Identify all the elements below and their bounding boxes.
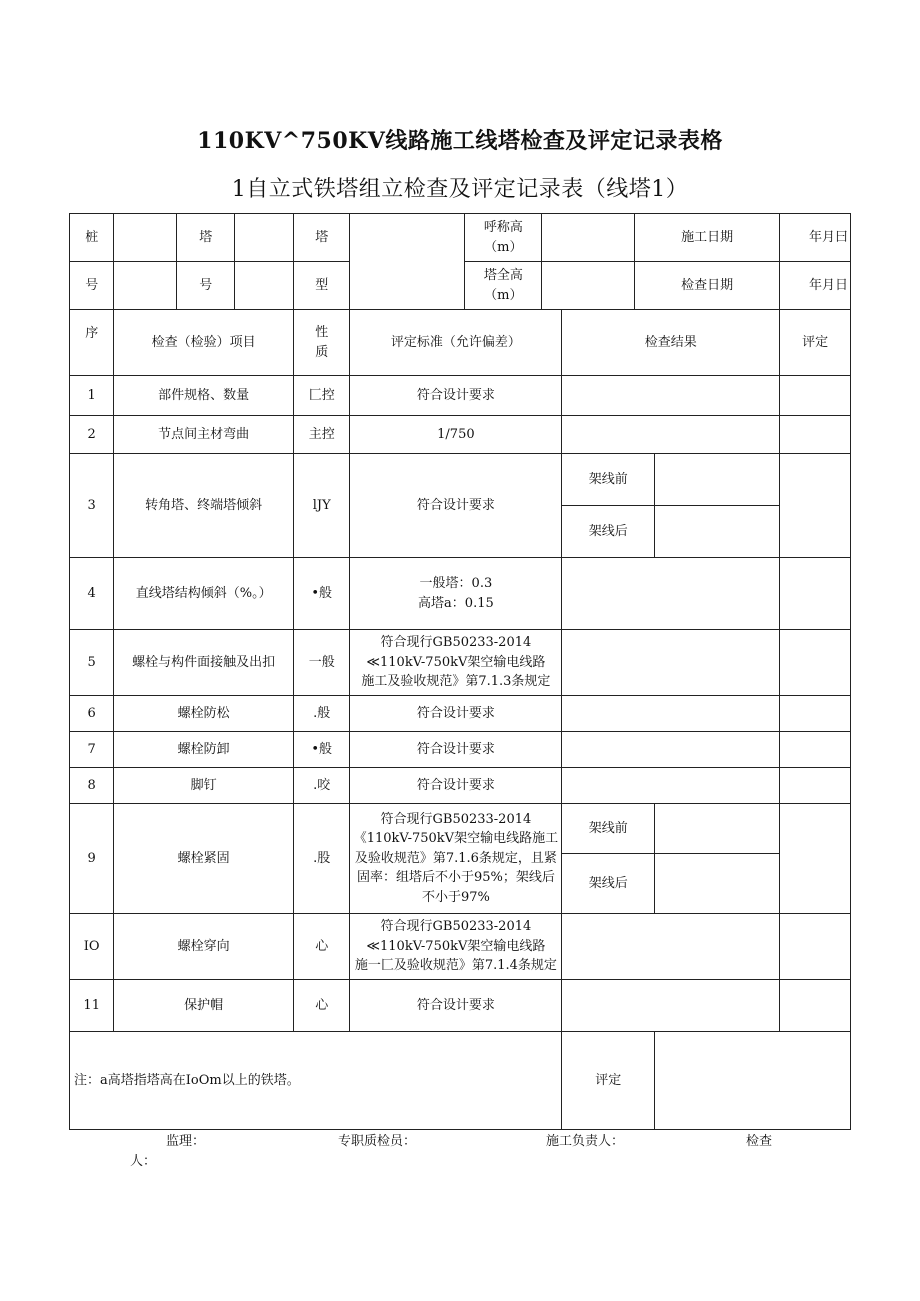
row-standard: 符合设计要求 xyxy=(350,980,562,1032)
row-standard: 1/750 xyxy=(350,416,562,454)
col-rating: 评定 xyxy=(780,310,851,376)
row-nature: 主控 xyxy=(293,416,350,454)
row-item: 脚钉 xyxy=(114,768,294,804)
pile-number-value[interactable] xyxy=(114,214,177,262)
row-rating[interactable] xyxy=(780,980,851,1032)
row-result[interactable] xyxy=(562,914,780,980)
row-standard: 符合设计要求 xyxy=(350,376,562,416)
table-row xyxy=(70,630,851,696)
row-standard: 符合设计要求 xyxy=(350,732,562,768)
tower-number-value[interactable] xyxy=(235,214,294,262)
row-result[interactable] xyxy=(562,980,780,1032)
row-rating[interactable] xyxy=(780,804,851,914)
row-no: 6 xyxy=(70,696,114,732)
header-ta-2: 塔 xyxy=(293,214,350,262)
inspector-label-b: 人： xyxy=(130,1154,157,1169)
table-row xyxy=(70,768,851,804)
row-item: 直线塔结构倾斜（%。） xyxy=(114,558,294,630)
row-no: 3 xyxy=(70,454,114,558)
row-result-after[interactable] xyxy=(655,506,780,558)
table-row xyxy=(70,696,851,732)
header-nominal-height: 呼称高 （m） xyxy=(465,214,542,262)
row-no: IO xyxy=(70,914,114,980)
construction-lead-label: 施工负责人： xyxy=(546,1134,625,1149)
table-row xyxy=(70,804,851,854)
row-standard: 一般塔：0.3 高塔a：0.15 xyxy=(350,558,562,630)
row-nature: 心 xyxy=(293,914,350,980)
row-item: 节点间主材弯曲 xyxy=(114,416,294,454)
col-nature: 性 质 xyxy=(293,310,350,376)
construction-date-value[interactable]: 年月曰 xyxy=(780,214,851,262)
row-result[interactable] xyxy=(562,768,780,804)
row-standard: 符合设计要求 xyxy=(350,454,562,558)
row-nature: .咬 xyxy=(293,768,350,804)
note-rating-value[interactable] xyxy=(655,1032,851,1130)
sub-label-after-stringing: 架线后 xyxy=(562,854,655,914)
table-row xyxy=(70,980,851,1032)
tower-type-value[interactable] xyxy=(350,214,465,310)
header-hao-2: 号 xyxy=(176,262,235,310)
row-nature: 匚控 xyxy=(293,376,350,416)
row-result[interactable] xyxy=(562,732,780,768)
header-total-height: 塔全高 （m） xyxy=(465,262,542,310)
row-nature: 一般 xyxy=(293,630,350,696)
row-standard: 符合现行GB50233-2014 《110kV-750kV架空输电线路施工 及验收规范》第7.1.6条规定，且紧 固率：组塔后不小于95%；架线后 不小于97% xyxy=(350,804,562,914)
row-item: 部件规格、数量 xyxy=(114,376,294,416)
row-rating[interactable] xyxy=(780,454,851,558)
row-item: 螺栓防松 xyxy=(114,696,294,732)
table-row xyxy=(70,558,851,630)
row-item: 螺栓紧固 xyxy=(114,804,294,914)
row-standard: 符合设计要求 xyxy=(350,768,562,804)
row-nature: .股 xyxy=(293,804,350,914)
nominal-height-value[interactable] xyxy=(542,214,635,262)
row-no: 8 xyxy=(70,768,114,804)
quality-inspector-label: 专职质检员： xyxy=(338,1134,417,1149)
pile-number-value-2[interactable] xyxy=(114,262,177,310)
row-item: 螺栓与构件面接触及出扣 xyxy=(114,630,294,696)
row-standard: 符合现行GB50233-2014 ≪110kV-750kV架空输电线路 施一匚及验收规范》第7.1.4条规定 xyxy=(350,914,562,980)
row-no: 11 xyxy=(70,980,114,1032)
row-rating[interactable] xyxy=(780,376,851,416)
col-xu: 序 xyxy=(70,310,114,376)
row-no: 1 xyxy=(70,376,114,416)
row-nature: 心 xyxy=(293,980,350,1032)
row-rating[interactable] xyxy=(780,558,851,630)
row-no: 7 xyxy=(70,732,114,768)
header-zhuang: 桩 xyxy=(70,214,114,262)
col-item: 检查（检验）项目 xyxy=(114,310,294,376)
table-row xyxy=(70,732,851,768)
row-no: 9 xyxy=(70,804,114,914)
row-result-before[interactable] xyxy=(655,804,780,854)
row-nature: •般 xyxy=(293,558,350,630)
row-rating[interactable] xyxy=(780,630,851,696)
row-rating[interactable] xyxy=(780,914,851,980)
table-row xyxy=(70,416,851,454)
row-result[interactable] xyxy=(562,416,780,454)
row-item: 保护帽 xyxy=(114,980,294,1032)
row-result[interactable] xyxy=(562,376,780,416)
row-nature: •般 xyxy=(293,732,350,768)
row-item: 转角塔、终端塔倾斜 xyxy=(114,454,294,558)
row-result[interactable] xyxy=(562,558,780,630)
page-title: 110KV^750KV线路施工线塔检查及评定记录表格 xyxy=(197,128,723,154)
inspector-label-a: 检查 xyxy=(746,1134,773,1149)
col-standard: 评定标准（允许偏差） xyxy=(350,310,562,376)
row-result-before[interactable] xyxy=(655,454,780,506)
header-inspection-date: 检查日期 xyxy=(634,262,779,310)
table-row xyxy=(70,376,851,416)
supervisor-signature-label: 监理： xyxy=(166,1134,206,1149)
page-subtitle: 1自立式铁塔组立检查及评定记录表（线塔1） xyxy=(231,177,689,202)
header-construction-date: 施工日期 xyxy=(634,214,779,262)
row-standard: 符合设计要求 xyxy=(350,696,562,732)
tower-number-value-2[interactable] xyxy=(235,262,294,310)
col-result: 检查结果 xyxy=(562,310,780,376)
header-xing: 型 xyxy=(293,262,350,310)
row-no: 2 xyxy=(70,416,114,454)
sub-label-before-stringing: 架线前 xyxy=(562,454,655,506)
inspection-date-value[interactable]: 年月日 xyxy=(780,262,851,310)
table-row xyxy=(70,454,851,506)
inspection-table xyxy=(69,213,851,1130)
note-text: 注：a高塔指塔高在IoOm以上的铁塔。 xyxy=(70,1032,562,1130)
table-row xyxy=(70,914,851,980)
row-item: 螺栓防卸 xyxy=(114,732,294,768)
row-standard: 符合现行GB50233-2014 ≪110kV-750kV架空输电线路 施工及验收规范》第7.1.3条规定 xyxy=(350,630,562,696)
row-result-after[interactable] xyxy=(655,854,780,914)
row-rating[interactable] xyxy=(780,732,851,768)
row-nature: .般 xyxy=(293,696,350,732)
total-height-value[interactable] xyxy=(542,262,635,310)
row-rating[interactable] xyxy=(780,416,851,454)
row-nature: lJY xyxy=(293,454,350,558)
sub-label-before-stringing: 架线前 xyxy=(562,804,655,854)
row-result[interactable] xyxy=(562,630,780,696)
row-item: 螺栓穿向 xyxy=(114,914,294,980)
row-no: 5 xyxy=(70,630,114,696)
header-ta-1: 塔 xyxy=(176,214,235,262)
note-rating-label: 评定 xyxy=(562,1032,655,1130)
header-hao-1: 号 xyxy=(70,262,114,310)
row-no: 4 xyxy=(70,558,114,630)
row-rating[interactable] xyxy=(780,696,851,732)
note-row xyxy=(70,1032,851,1130)
row-rating[interactable] xyxy=(780,768,851,804)
sub-label-after-stringing: 架线后 xyxy=(562,506,655,558)
row-result[interactable] xyxy=(562,696,780,732)
